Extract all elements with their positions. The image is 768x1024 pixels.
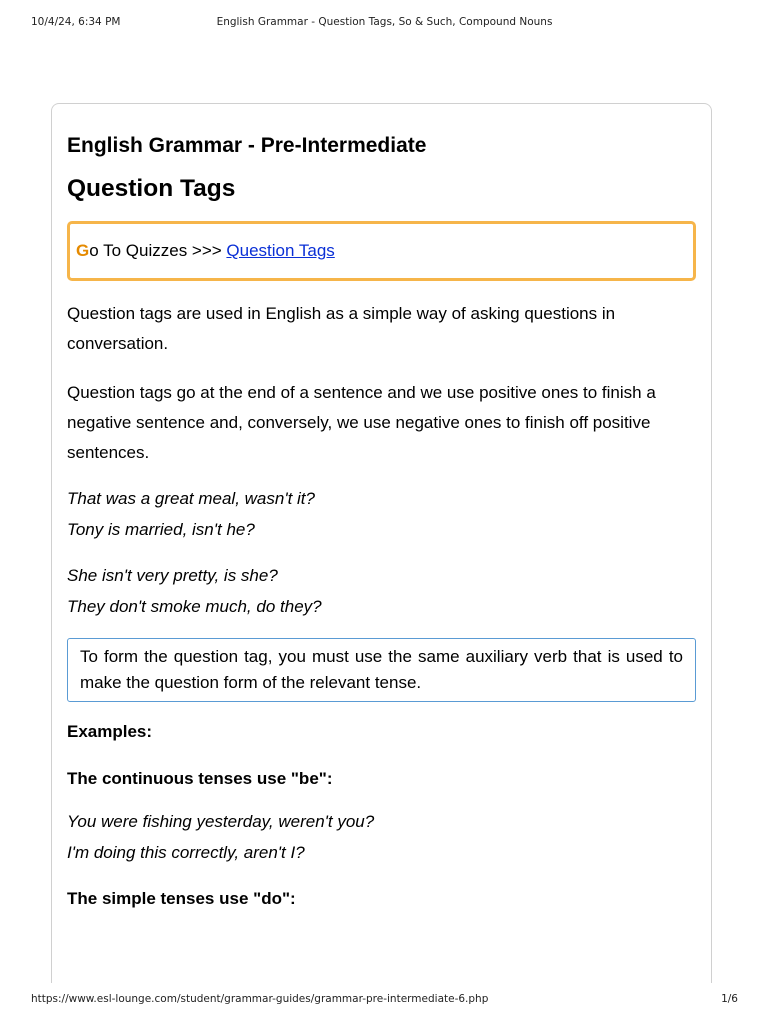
print-datetime: 10/4/24, 6:34 PM <box>31 16 121 28</box>
example-sentence: She isn't very pretty, is she? <box>67 566 278 585</box>
page-title: Question Tags <box>67 175 236 202</box>
example-group-negative <box>67 561 696 622</box>
example-group-continuous <box>67 807 696 868</box>
print-document-title: English Grammar - Question Tags, So & Such, Compound Nouns <box>216 16 553 28</box>
examples-heading: Examples: <box>67 722 153 741</box>
print-header <box>31 16 738 30</box>
example-sentence: That was a great meal, wasn't it? <box>67 489 315 508</box>
example-sentence: I'm doing this correctly, aren't I? <box>67 842 305 862</box>
rule-paragraph: Question tags go at the end of a sentence and we use positive ones to finish a negative sentence and, conversely, we use negative ones to finish off positive sentences. <box>67 383 656 462</box>
print-footer <box>31 993 738 1007</box>
quiz-intro-text: o To Quizzes >>> <box>89 241 227 260</box>
content-card <box>51 103 712 983</box>
quiz-intro <box>76 241 226 261</box>
simple-tenses-heading: The simple tenses use "do": <box>67 889 296 908</box>
quiz-link-box <box>67 221 696 281</box>
continuous-tenses-heading: The continuous tenses use "be": <box>67 769 333 788</box>
question-tags-quiz-link[interactable]: Question Tags <box>226 241 335 260</box>
example-group-positive <box>67 484 696 545</box>
print-url: https://www.esl-lounge.com/student/grammar-guides/grammar-pre-intermediate-6.php <box>31 993 489 1005</box>
note-box: To form the question tag, you must use the same auxiliary verb that is used to make the question form of the relevant tense. <box>67 638 696 702</box>
page-number: 1/6 <box>721 993 738 1005</box>
example-sentence: You were fishing yesterday, weren't you? <box>67 812 375 831</box>
example-sentence: They don't smoke much, do they? <box>67 596 322 616</box>
example-sentence: Tony is married, isn't he? <box>67 519 255 539</box>
intro-paragraph: Question tags are used in English as a simple way of asking questions in conversation. <box>67 304 616 353</box>
quiz-first-letter: G <box>76 241 90 260</box>
page-subtitle: English Grammar - Pre-Intermediate <box>67 134 427 157</box>
